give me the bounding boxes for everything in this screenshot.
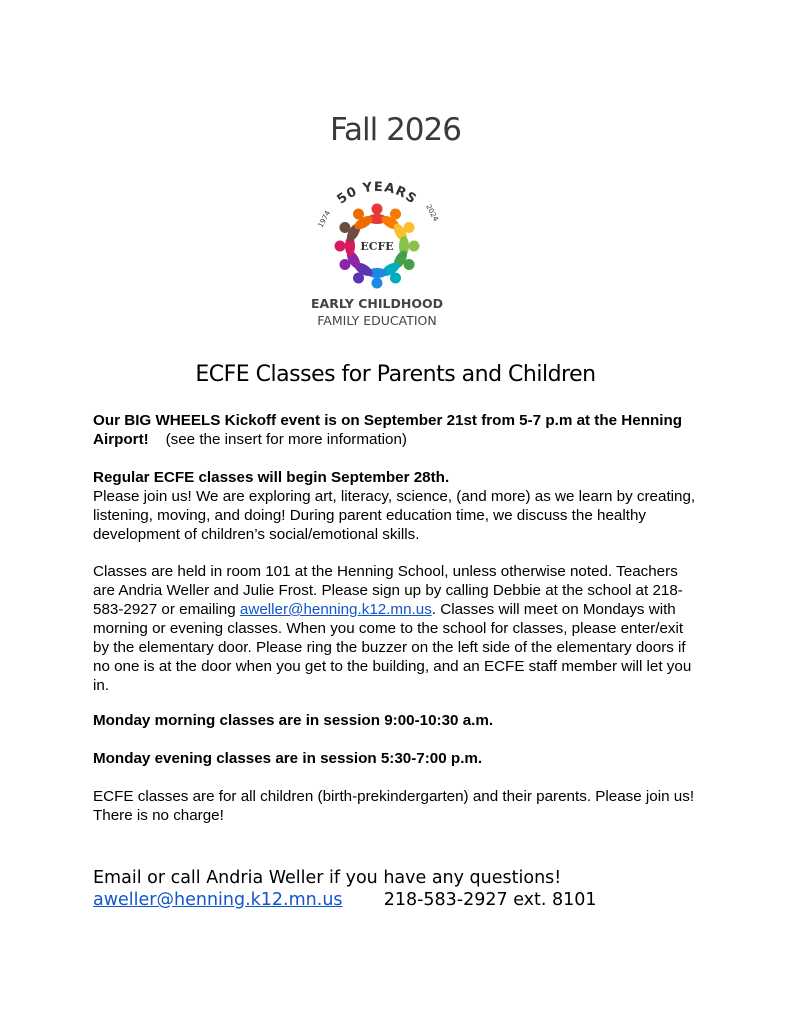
logo-figure-head	[409, 241, 420, 252]
logo-arc-text: 50 YEARS	[334, 179, 420, 208]
page-title: Fall 2026	[330, 112, 461, 148]
footer-contact	[93, 867, 733, 911]
location-text-a: Classes are held in room 101 at the Henning School, unless otherwise noted. Teachers are Andria Weller and Julie Frost. Please sign up by calling Debbie at the school at 218-583-2927 or emailing	[93, 563, 683, 618]
location-paragraph	[93, 562, 703, 695]
location-text-b: . Classes will meet on Mondays with morning or evening classes. When you come to the school for classes, please enter/exit by the elementary door. Please ring the buzzer on the left side of the elementary doors if no one is at the door when you get to the building, and an ECFE staff member will let you in.	[93, 601, 692, 694]
logo-figure-head	[372, 204, 383, 215]
footer-line: Email or call Andria Weller if you have any questions!	[93, 868, 562, 888]
logo-center-text: ECFE	[360, 240, 394, 253]
footer-phone: 218-583-2927 ext. 8101	[383, 890, 597, 910]
evening-session	[93, 749, 703, 768]
email-link[interactable]: aweller@henning.k12.mn.us	[239, 601, 432, 618]
logo-year-right: 2024	[424, 203, 440, 223]
svg-text:50 YEARS	[334, 180, 419, 208]
kickoff-bold-text: Our BIG WHEELS Kickoff event is on September 21st from 5-7 p.m at the Henning Airport!	[93, 412, 683, 448]
eligibility-paragraph	[93, 787, 703, 825]
evening-session-text: Monday evening classes are in session 5:30-7:00 p.m.	[93, 750, 483, 767]
kickoff-note: (see the insert for more information)	[165, 431, 407, 448]
classes-begin-paragraph	[93, 468, 703, 544]
classes-begin-heading: Regular ECFE classes will begin September 28th.	[93, 469, 450, 486]
morning-session	[93, 711, 703, 730]
logo-year-left: 1974	[316, 209, 333, 229]
logo-org-line1: EARLY CHILDHOOD	[311, 296, 443, 311]
morning-session-text: Monday morning classes are in session 9:00-10:30 a.m.	[93, 712, 494, 729]
footer-email-link[interactable]: aweller@henning.k12.mn.us	[93, 890, 343, 910]
logo-figure-head	[335, 241, 346, 252]
logo-org-line2: FAMILY EDUCATION	[317, 313, 437, 328]
section-heading: ECFE Classes for Parents and Children	[195, 362, 596, 387]
ecfe-logo	[292, 168, 462, 330]
logo-figure-head	[372, 278, 383, 289]
kickoff-paragraph	[93, 411, 703, 449]
eligibility-text: ECFE classes are for all children (birth-prekindergarten) and their parents. Please join us! There is no charge!	[93, 788, 695, 824]
classes-begin-text: Please join us! We are exploring art, literacy, science, (and more) as we learn by creating, listening, moving, and doing! During parent education time, we discuss the healthy development of children’s social/emotional skills.	[93, 488, 696, 543]
